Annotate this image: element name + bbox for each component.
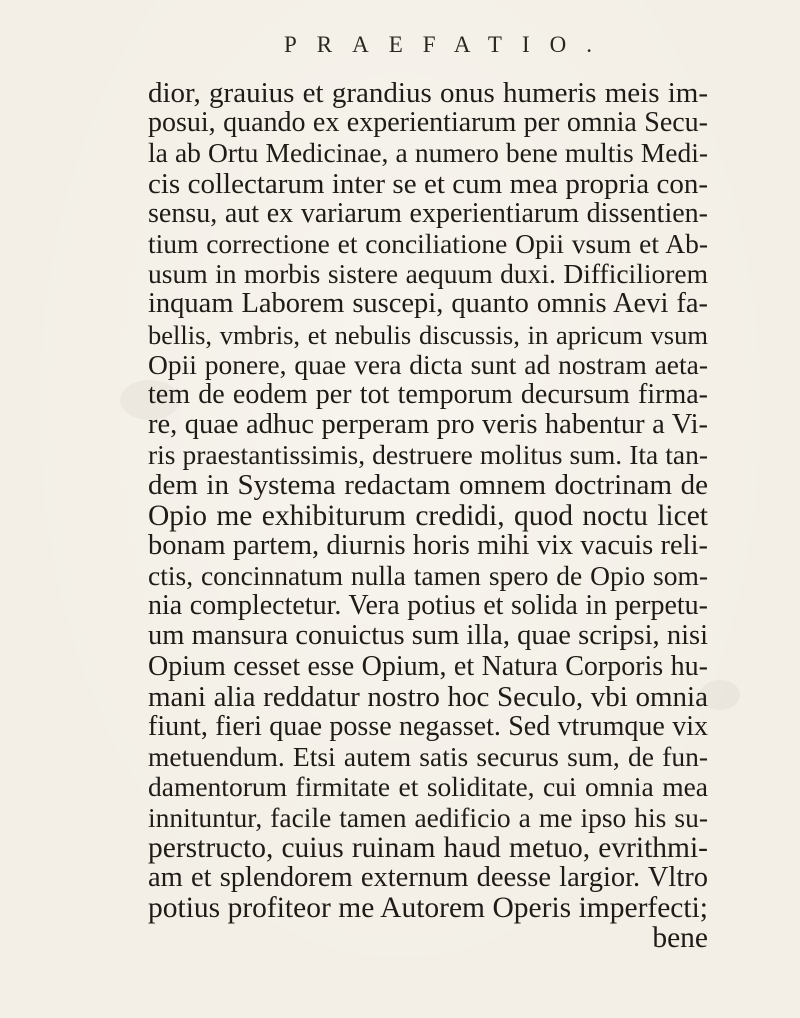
text-line: am et splendorem externum deesse largior. Vltro xyxy=(148,861,708,893)
text-line: mani alia reddatur nostro hoc Seculo, vbi omnia xyxy=(148,680,708,713)
text-line: cis collectarum inter se et cum mea propria con- xyxy=(148,167,708,200)
text-line: fiunt, fieri quae posse negasset. Sed vtrumque vix xyxy=(148,710,708,742)
text-line: la ab Ortu Medicinae, a numero bene multis Medi- xyxy=(148,137,708,169)
text-line: sensu, aut ex variarum experientiarum dissentien- xyxy=(148,197,708,229)
text-line: perstructo, cuius ruinam haud metuo, evrithmi- xyxy=(148,831,708,864)
text-line: Opii ponere, quae vera dicta sunt ad nostram aeta- xyxy=(148,348,708,380)
text-line: tium correctione et conciliatione Opii vsum et Ab- xyxy=(148,227,708,259)
text-line: um mansura conuictus sum illa, quae scripsi, nisi xyxy=(148,620,708,652)
body-text xyxy=(148,78,708,953)
text-line: Opio me exhibiturum credidi, quod noctu licet xyxy=(148,499,708,532)
text-line: Opium cesset esse Opium, et Natura Corporis hu- xyxy=(148,650,708,682)
text-line: ris praestantissimis, destruere molitus sum. Ita tan- xyxy=(148,439,708,471)
text-line: usum in morbis sistere aequum duxi. Difficiliorem xyxy=(148,258,708,290)
text-line: ctis, concinnatum nulla tamen spero de Opio som- xyxy=(148,560,708,591)
text-line: dem in Systema redactam omnem doctrinam de xyxy=(148,469,708,502)
running-head: PRAEFATIO. xyxy=(284,32,613,57)
text-line: dior, grauius et grandius onus humeris meis im- xyxy=(148,77,708,109)
text-line: tem de eodem per tot temporum decursum firma- xyxy=(148,378,708,410)
text-line: inquam Laborem suscepi, quanto omnis Aevi fa- xyxy=(148,288,708,320)
text-line: bellis, vmbris, et nebulis discussis, in apricum vsum xyxy=(148,319,708,350)
text-line: bonam partem, diurnis horis mihi vix vacuis reli- xyxy=(148,529,708,561)
text-line: damentorum firmitate et soliditate, cui omnia mea xyxy=(148,771,708,803)
text-line: innituntur, facile tamen aedificio a me ipso his su- xyxy=(148,801,708,833)
text-line: metuendum. Etsi autem satis securus sum, de fun- xyxy=(148,741,708,773)
text-line: posui, quando ex experientiarum per omnia Secu- xyxy=(148,107,708,139)
catchword: bene xyxy=(652,922,708,955)
text-line: potius profiteor me Autorem Operis imperfecti; xyxy=(148,892,708,925)
text-line: re, quae adhuc perperam pro veris habentur a Vi- xyxy=(148,409,708,441)
text-line: nia complectetur. Vera potius et solida in perpetu- xyxy=(148,590,708,622)
